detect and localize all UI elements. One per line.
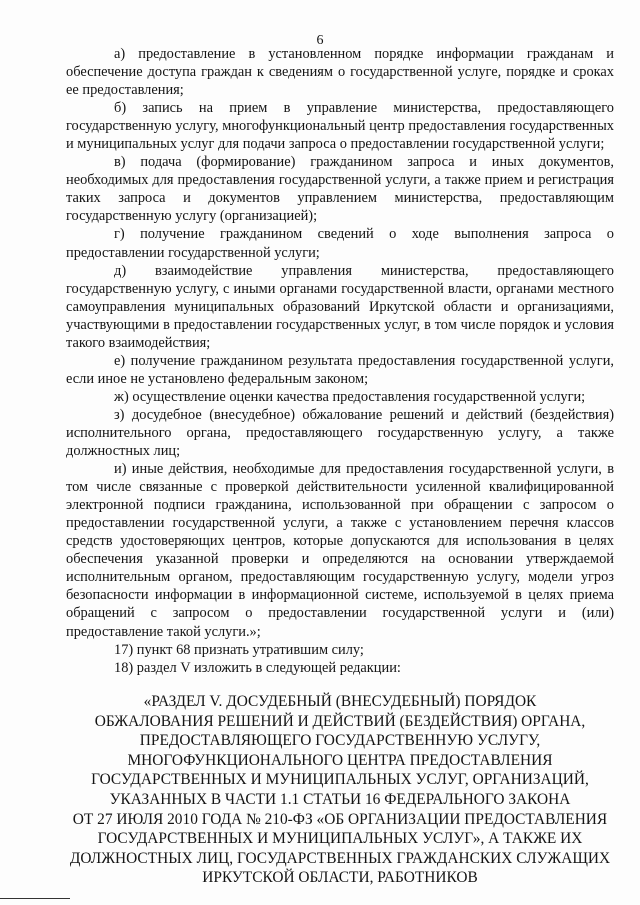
list-item-d: д) взаимодействие управления министерства, предоставляющего государственную услугу, с иными органами государственной власти, органами местного самоуправления муниципальных образований Иркутской области и организациями, участвующими в предоставлении государственных услуг, в том числе порядок и условия такого взаимодействия; xyxy=(66,262,614,351)
list-item-v: в) подача (формирование) гражданином запроса и иных документов, необходимых для предоставления государственной услуги, а также прием и регистрация таких запроса и документов управлением министерства, предоставляющим государственную услугу (организацией); xyxy=(66,154,614,225)
list-item-b: б) запись на прием в управление министерства, предоставляющего государственную услугу, многофункциональный центр предоставления государственных и муниципальных услуг для подачи запроса о предоставлении государственной услуги; xyxy=(66,100,614,153)
list-item-a: а) предоставление в установленном порядке информации гражданам и обеспечение доступа граждан к сведениям о государственной услуге, порядке и сроках ее предоставления; xyxy=(66,46,614,99)
heading-line: ОБЖАЛОВАНИЯ РЕШЕНИЙ И ДЕЙСТВИЙ (БЕЗДЕЙСТВИЯ) ОРГАНА, xyxy=(94,712,586,730)
list-item-z: з) досудебное (внесудебное) обжалование решений и действий (бездействия) исполнительного органа, предоставляющего государственную услугу, а также должностных лиц; xyxy=(66,406,614,460)
heading-line: «РАЗДЕЛ V. ДОСУДЕБНЫЙ (ВНЕСУДЕБНЫЙ) ПОРЯДОК xyxy=(143,693,537,710)
heading-line: МНОГОФУНКЦИОНАЛЬНОГО ЦЕНТРА ПРЕДОСТАВЛЕНИЯ xyxy=(127,751,553,769)
heading-line: УКАЗАННЫХ В ЧАСТИ 1.1 СТАТЬИ 16 ФЕДЕРАЛЬНОГО ЗАКОНА xyxy=(109,790,571,808)
amendment-item-17: 17) пункт 68 признать утратившим силу; xyxy=(114,641,364,658)
section-heading xyxy=(66,692,614,888)
page-number: 6 xyxy=(316,33,324,48)
amendment-item-18: 18) раздел V изложить в следующей редакции: xyxy=(114,659,401,676)
heading-line: ДОЛЖНОСТНЫХ ЛИЦ, ГОСУДАРСТВЕННЫХ ГРАЖДАНСКИХ СЛУЖАЩИХ xyxy=(69,849,611,867)
heading-line: ПРЕДОСТАВЛЯЮЩЕГО ГОСУДАРСТВЕННУЮ УСЛУГУ, xyxy=(139,732,541,750)
list-item-zh: ж) осуществление оценки качества предоставления государственной услуги; xyxy=(114,388,586,405)
heading-line: ОТ 27 ИЮЛЯ 2010 ГОДА № 210-ФЗ «ОБ ОРГАНИЗАЦИИ ПРЕДОСТАВЛЕНИЯ xyxy=(72,810,608,828)
heading-line: ГОСУДАРСТВЕННЫХ И МУНИЦИПАЛЬНЫХ УСЛУГ, ОРГАНИЗАЦИЙ, xyxy=(91,771,589,789)
heading-line: ИРКУТСКОЙ ОБЛАСТИ, РАБОТНИКОВ xyxy=(202,869,478,887)
list-item-e: е) получение гражданином результата предоставления государственной услуги, если иное не установлено федеральным законом; xyxy=(66,352,614,387)
heading-line: ГОСУДАРСТВЕННЫХ И МУНИЦИПАЛЬНЫХ УСЛУГ», А ТАКЖЕ ИХ xyxy=(97,830,583,848)
list-item-g: г) получение гражданином сведений о ходе выполнения запроса о предоставлении государственной услуги; xyxy=(66,226,614,261)
footer-divider xyxy=(0,898,70,899)
list-item-i: и) иные действия, необходимые для предоставления государственной услуги, в том числе связанные с проверкой действительности усиленной квалифицированной электронной подписи гражданина, использованной при обращении с запросом о предоставлении государственной услуги, а также с установлением перечня классов средств удостоверяющих центров, которые допускаются для использования в целях обеспечения указанной проверки и определяются на основании утверждаемой исполнительным органом, предоставляющим государственную услугу, модели угроз безопасности информации в информационной системе, используемой в целях приема обращений с запросом о предоставлении государственной услуги и (или) предоставление такой услуги.»; xyxy=(66,461,614,640)
body-text xyxy=(66,45,614,677)
